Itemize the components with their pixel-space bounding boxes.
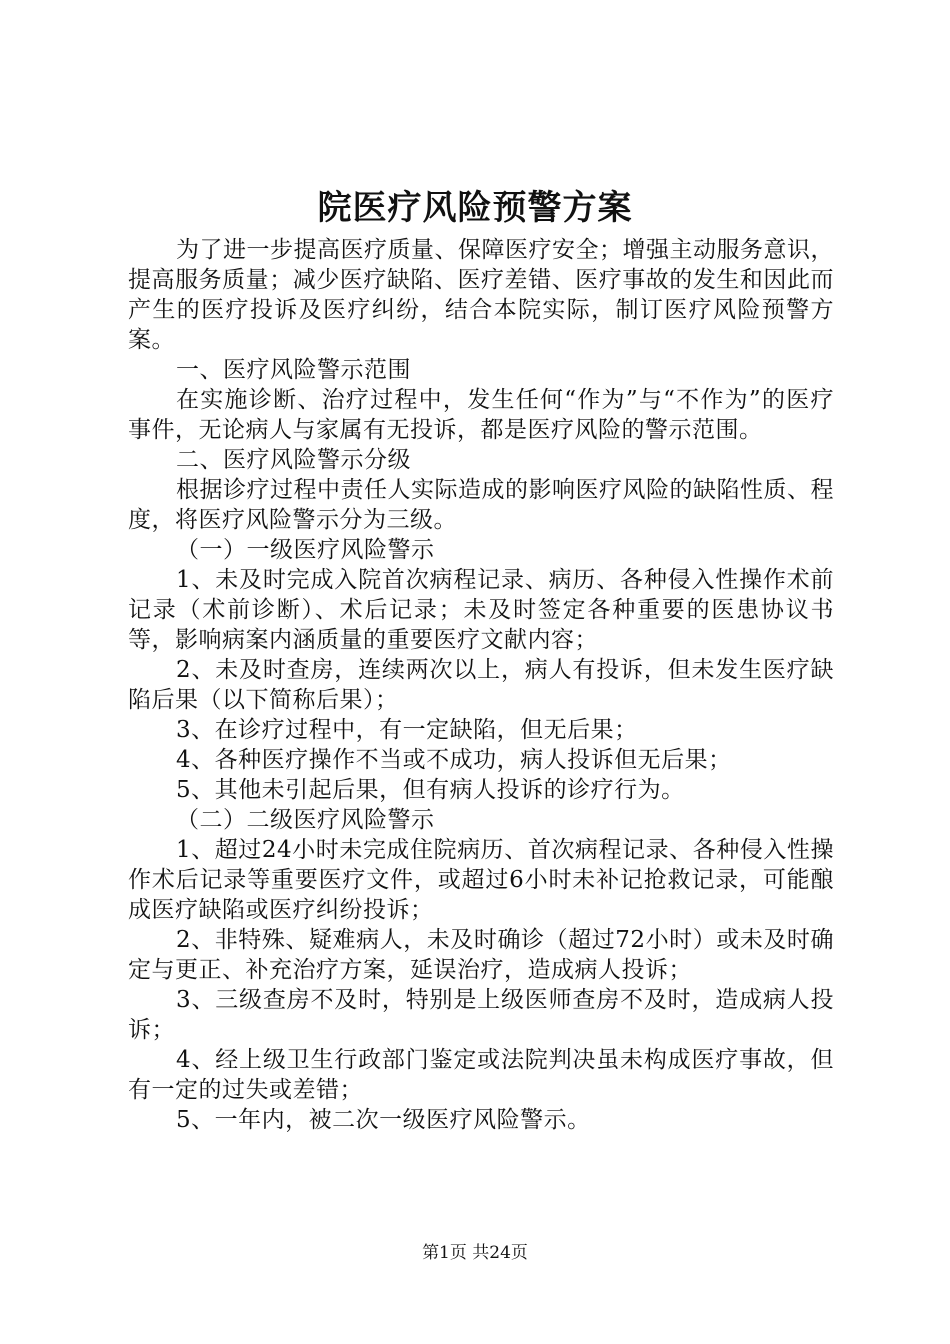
list-item: 2、非特殊、疑难病人，未及时确诊（超过72小时）或未及时确定与更正、补充治疗方案，延误治疗，造成病人投诉； (128, 927, 834, 983)
page-footer: 第1页 共24页 (422, 1243, 528, 1263)
list-item: 3、三级查房不及时，特别是上级医师查房不及时，造成病人投诉； (128, 987, 834, 1043)
list-item: 5、其他未引起后果，但有病人投诉的诊疗行为。 (176, 777, 685, 803)
intro-paragraph: 为了进一步提高医疗质量、保障医疗安全；增强主动服务意识，提高服务质量；减少医疗缺陷、医疗差错、医疗事故的发生和因此而产生的医疗投诉及医疗纠纷，结合本院实际，制订医疗风险预警方案。 (128, 237, 834, 353)
document-body (128, 235, 834, 1135)
section-heading: 二、医疗风险警示分级 (176, 447, 411, 473)
document-title: 院医疗风险预警方案 (317, 188, 633, 228)
body-paragraph: 在实施诊断、治疗过程中，发生任何“作为”与“不作为”的医疗事件，无论病人与家属有无投诉，都是医疗风险的警示范围。 (128, 387, 834, 443)
list-item: 3、在诊疗过程中，有一定缺陷，但无后果； (176, 717, 638, 743)
subsection-heading: （一）一级医疗风险警示 (176, 537, 435, 563)
list-item: 4、各种医疗操作不当或不成功，病人投诉但无后果； (176, 747, 732, 773)
subsection-heading: （二）二级医疗风险警示 (176, 807, 435, 833)
list-item: 1、未及时完成入院首次病程记录、病历、各种侵入性操作术前记录（术前诊断）、术后记录；未及时签定各种重要的医患协议书等，影响病案内涵质量的重要医疗文献内容； (128, 567, 834, 653)
list-item: 2、未及时查房，连续两次以上，病人有投诉，但未发生医疗缺陷后果（以下简称后果）； (128, 657, 834, 713)
list-item: 1、超过24小时未完成住院病历、首次病程记录、各种侵入性操作术后记录等重要医疗文件，或超过6小时未补记抢救记录，可能酿成医疗缺陷或医疗纠纷投诉； (128, 837, 834, 923)
list-item: 5、一年内，被二次一级医疗风险警示。 (176, 1107, 591, 1133)
body-paragraph: 根据诊疗过程中责任人实际造成的影响医疗风险的缺陷性质、程度，将医疗风险警示分为三级。 (128, 477, 834, 533)
section-heading: 一、医疗风险警示范围 (176, 357, 411, 383)
list-item: 4、经上级卫生行政部门鉴定或法院判决虽未构成医疗事故，但有一定的过失或差错； (128, 1047, 834, 1103)
